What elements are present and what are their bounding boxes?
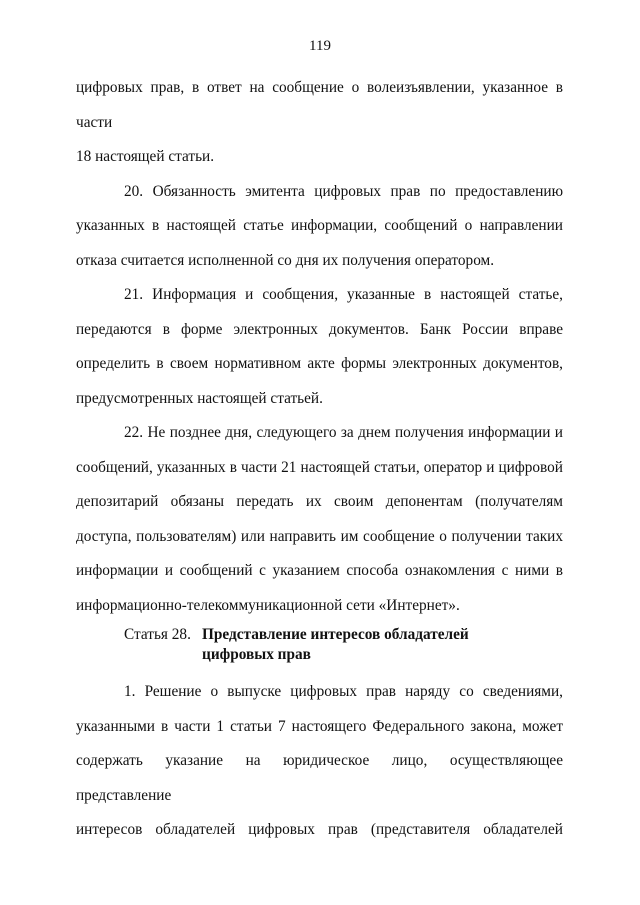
text-line: доступа, пользователям) или направить им сообщение о получении таких [76, 527, 563, 545]
text-line: указанных в настоящей статье информации, сообщений о направлении [76, 217, 563, 234]
text-line: отказа считается исполненной со дня их получения оператором. [76, 251, 495, 269]
text-line: передаются в форме электронных документов. Банк России вправе [76, 320, 563, 338]
text-line: указанными в части 1 статьи 7 настоящего Федерального закона, может [76, 717, 563, 735]
text-line: цифровых прав, в ответ на сообщение о волеизъявлении, указанное в части [76, 79, 563, 131]
paragraph-21 [76, 278, 563, 416]
text-line: депозитарий обязаны передать их своим депонентам (получателям [76, 493, 563, 510]
article-number: Статья 28. [124, 626, 191, 643]
article-paragraph-1 [76, 675, 563, 848]
text-line: 22. Не позднее дня, следующего за днем получения информации и [124, 424, 563, 441]
text-line: сообщений, указанных в части 21 настоящей статьи, оператор и цифровой [76, 458, 563, 476]
text-line: предусмотренных настоящей статьей. [76, 389, 323, 407]
text-line: 18 настоящей статьи. [76, 148, 215, 165]
article-heading [76, 625, 563, 665]
text-line: 20. Обязанность эмитента цифровых прав по предоставлению [124, 182, 563, 200]
paragraph-20 [76, 175, 563, 279]
page-number: 119 [309, 38, 331, 54]
text-line: 21. Информация и сообщения, указанные в настоящей статье, [124, 286, 563, 303]
text-line: 1. Решение о выпуске цифровых прав наряду со сведениями, [124, 683, 563, 700]
text-line: информационно-телекоммуникационной сети «Интернет». [76, 596, 460, 614]
text-line: определить в своем нормативном акте формы электронных документов, [76, 355, 563, 372]
text-line: информации и сообщений с указанием способа ознакомления с ними в [76, 562, 563, 579]
document-body [76, 71, 563, 848]
paragraph-continuation [76, 71, 563, 175]
article-title: Представление интересов обладателей цифровых прав [202, 626, 469, 663]
text-line: содержать указание на юридическое лицо, осуществляющее представление [76, 752, 563, 804]
paragraph-22 [76, 416, 563, 623]
text-line: интересов обладателей цифровых прав (представителя обладателей [76, 821, 563, 838]
